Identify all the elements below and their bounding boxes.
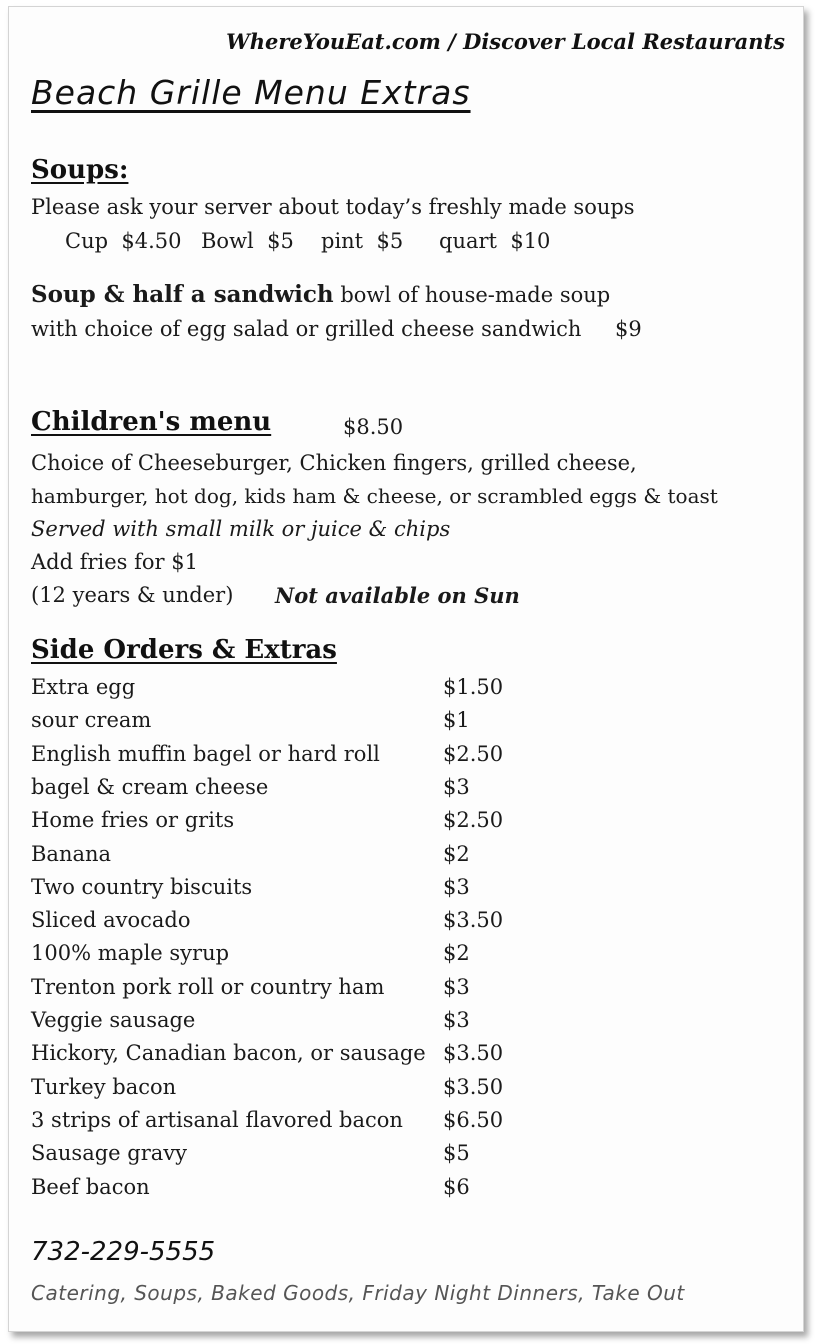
side-order-row bbox=[31, 1141, 591, 1174]
page-title: Beach Grille Menu Extras bbox=[31, 73, 471, 112]
side-order-price: $2 bbox=[443, 941, 470, 966]
soup-size-label: quart bbox=[439, 229, 497, 253]
side-order-price: $2.50 bbox=[443, 741, 504, 766]
soups-description: Please ask your server about today’s freshly made soups bbox=[31, 195, 635, 219]
side-order-name: Extra egg bbox=[31, 675, 136, 699]
side-order-price: $1 bbox=[443, 708, 470, 733]
side-order-price: $1.50 bbox=[443, 675, 504, 699]
children-served: Served with small milk or juice & chips bbox=[31, 517, 451, 541]
side-order-row bbox=[31, 908, 591, 941]
side-order-name: Veggie sausage bbox=[31, 1008, 196, 1032]
soup-size-label: pint bbox=[321, 229, 364, 253]
soup-combo-line bbox=[31, 281, 610, 308]
side-order-row bbox=[31, 1075, 591, 1108]
side-order-row bbox=[31, 1108, 591, 1141]
children-heading: Children's menu bbox=[31, 407, 272, 437]
side-order-name: Turkey bacon bbox=[31, 1074, 177, 1099]
side-order-row bbox=[31, 708, 591, 741]
soup-size-cup bbox=[65, 229, 182, 253]
phone-number: 732-229-5555 bbox=[31, 1237, 216, 1267]
side-order-price: $2.50 bbox=[443, 808, 504, 833]
side-order-name: 3 strips of artisanal flavored bacon bbox=[31, 1107, 403, 1132]
soup-size-label: Bowl bbox=[201, 229, 254, 253]
side-order-price: $3 bbox=[443, 974, 470, 999]
children-addon: Add fries for $1 bbox=[31, 550, 198, 574]
side-order-row bbox=[31, 742, 591, 775]
side-order-price: $6.50 bbox=[443, 1107, 504, 1132]
side-order-name: Sliced avocado bbox=[31, 908, 191, 933]
side-order-price: $6 bbox=[443, 1174, 470, 1199]
side-order-row bbox=[31, 808, 591, 841]
soup-size-bowl bbox=[201, 229, 294, 253]
side-order-price: $3 bbox=[443, 1008, 470, 1032]
soup-combo-price: $9 bbox=[615, 317, 642, 341]
side-order-price: $5 bbox=[443, 1141, 470, 1166]
side-order-price: $3.50 bbox=[443, 1041, 504, 1066]
side-order-name: Home fries or grits bbox=[31, 808, 235, 833]
soup-size-price: $5 bbox=[376, 229, 404, 253]
side-order-name: Two country biscuits bbox=[31, 874, 253, 899]
side-order-row bbox=[31, 1175, 591, 1208]
side-order-name: sour cream bbox=[31, 708, 152, 733]
soup-combo-desc: bowl of house-made soup bbox=[340, 283, 611, 307]
side-order-row bbox=[31, 775, 591, 808]
side-order-row bbox=[31, 875, 591, 908]
soup-size-label: Cup bbox=[65, 229, 109, 253]
side-order-name: Banana bbox=[31, 841, 112, 866]
side-order-name: Sausage gravy bbox=[31, 1141, 188, 1166]
side-order-price: $2 bbox=[443, 841, 470, 866]
sides-heading: Side Orders & Extras bbox=[31, 635, 337, 665]
side-order-row bbox=[31, 975, 591, 1008]
side-order-row bbox=[31, 842, 591, 875]
children-age: (12 years & under) bbox=[31, 583, 234, 607]
side-order-row bbox=[31, 941, 591, 974]
side-order-price: $3.50 bbox=[443, 908, 504, 933]
site-watermark: WhereYouEat.com / Discover Local Restaurants bbox=[226, 29, 785, 54]
side-order-price: $3 bbox=[443, 774, 470, 799]
side-order-row bbox=[31, 1041, 591, 1074]
side-order-price: $3.50 bbox=[443, 1074, 504, 1099]
menu-page bbox=[8, 6, 804, 1332]
soup-size-price: $4.50 bbox=[121, 229, 182, 253]
soups-heading: Soups: bbox=[31, 155, 129, 185]
children-note: Not available on Sun bbox=[275, 583, 520, 608]
side-order-name: Trenton pork roll or country ham bbox=[31, 974, 385, 999]
services-footer: Catering, Soups, Baked Goods, Friday Night Dinners, Take Out bbox=[31, 1281, 685, 1305]
soup-combo-name: Soup & half a sandwich bbox=[31, 281, 334, 308]
side-order-name: 100% maple syrup bbox=[31, 941, 230, 966]
children-price: $8.50 bbox=[343, 415, 404, 439]
children-line-1: Choice of Cheeseburger, Chicken fingers, grilled cheese, bbox=[31, 451, 637, 475]
soup-size-quart bbox=[439, 229, 550, 253]
side-order-name: bagel & cream cheese bbox=[31, 774, 269, 799]
side-order-name: English muffin bagel or hard roll bbox=[31, 741, 380, 766]
side-order-name: Hickory, Canadian bacon, or sausage bbox=[31, 1041, 426, 1066]
side-order-name: Beef bacon bbox=[31, 1174, 150, 1199]
side-order-row bbox=[31, 1008, 591, 1041]
side-order-row bbox=[31, 675, 591, 708]
soup-size-pint bbox=[321, 229, 403, 253]
side-order-price: $3 bbox=[443, 874, 470, 899]
soup-size-price: $5 bbox=[267, 229, 294, 253]
children-line-2: hamburger, hot dog, kids ham & cheese, or scrambled eggs & toast bbox=[31, 484, 718, 508]
soup-size-price: $10 bbox=[510, 229, 551, 253]
soup-combo-desc-2: with choice of egg salad or grilled cheese sandwich bbox=[31, 317, 582, 341]
